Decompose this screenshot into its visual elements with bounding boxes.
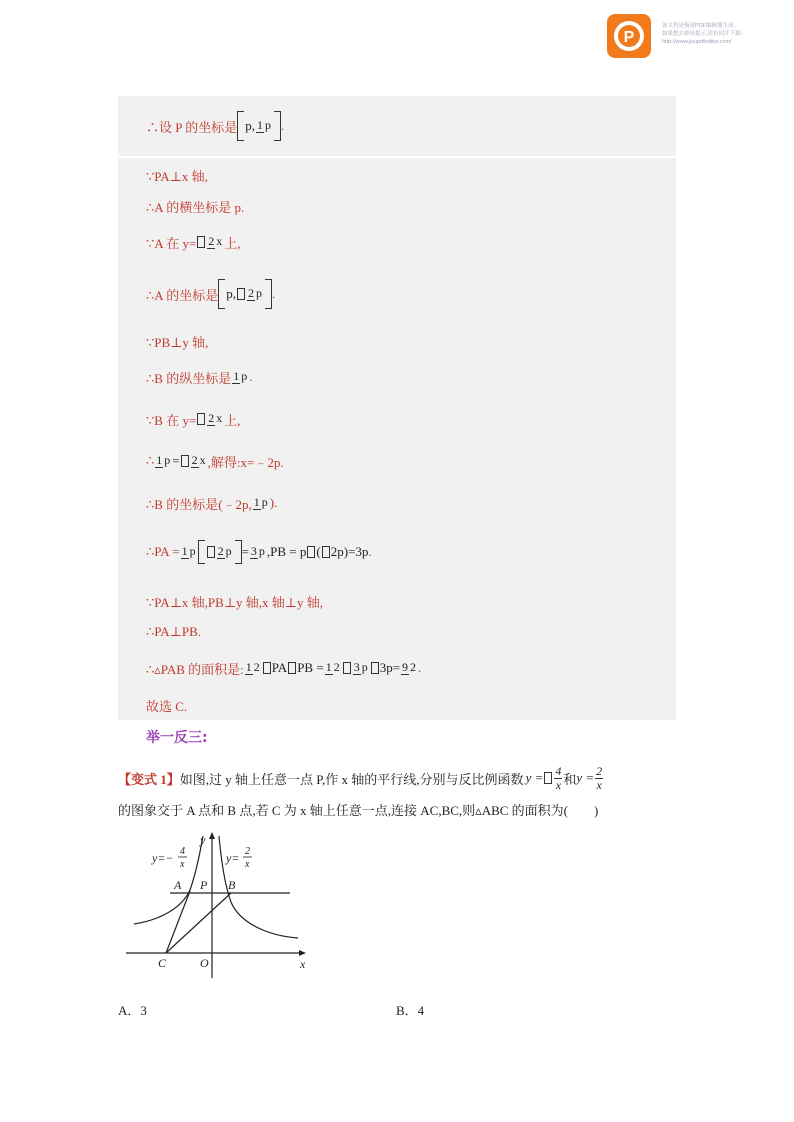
solution-line-11: ∴PA = 1 p 2 p = 3 p ,PB = p ( 2p )=3p . — [146, 532, 372, 572]
option-a: A．3 — [118, 1003, 147, 1018]
variant-question-line-2: 的图象交于 A 点和 B 点,若 C 为 x 轴上任意一点,连接 AC,BC,则▵ABC 的面积为( ) — [118, 803, 599, 818]
solution-line-15: 故选 C. — [146, 698, 188, 714]
label-A: A — [174, 878, 182, 892]
pdf-editor-logo — [607, 14, 651, 58]
solution-line-5: ∴A 的坐标是 p, 2 p . — [146, 274, 275, 314]
solution-line-1: ∴设 P 的坐标是 p, 1 p . — [146, 106, 284, 146]
label-O: O — [200, 956, 209, 970]
note-line-3: http://www.jisupdfeditor.com/ — [662, 39, 732, 45]
label-left-n: 4 — [180, 846, 185, 857]
solution-line-3: ∴A 的横坐标是 p. — [146, 199, 245, 215]
solution-line-10: ∴B 的坐标是(﹣2p, 1 p ). — [146, 495, 278, 512]
watermark-note — [662, 22, 772, 46]
y-axis-arrow — [209, 832, 215, 839]
option-b: B．4 — [396, 1003, 425, 1018]
x-axis-arrow — [299, 950, 306, 956]
line-CB — [166, 893, 231, 953]
hyperbola-figure — [120, 828, 320, 986]
solution-line-8: ∵B 在 y= 2 x 上, — [146, 411, 241, 428]
logo-p-icon — [607, 14, 651, 58]
curve-left — [134, 836, 203, 924]
label-right-n: 2 — [245, 846, 250, 857]
label-P: P — [200, 878, 208, 892]
solution-line-7: ∴B 的纵坐标是 1 p . — [146, 369, 253, 386]
solution-line-13: ∴PA⊥PB. — [146, 624, 202, 639]
solution-line-14: ∴▵PAB 的面积是: 1 2 PA PB = 1 2 3 p 3p= 9 2 . — [146, 660, 422, 677]
label-x-axis: x — [300, 957, 306, 971]
label-y-axis: y — [200, 833, 206, 847]
line-CA — [166, 891, 190, 953]
note-line-1: 该文档是极速PDF编辑器生成, — [662, 23, 736, 29]
solution-line-9: ∴ 1 p = 2 x ,解得:x=﹣2p. — [146, 453, 284, 470]
solution-line-2: ∵PA⊥x 轴, — [146, 168, 208, 184]
label-left-fn: y=− — [152, 851, 174, 865]
label-right-fn: y= — [226, 851, 240, 865]
note-line-2: 如果想去掉该提示,请访问并下载: — [662, 31, 743, 37]
variant-tag: 【变式 1】 — [118, 771, 180, 787]
solution-line-6: ∵PB⊥y 轴, — [146, 334, 209, 350]
solution-line-4: ∵A 在 y= 2 x 上, — [146, 234, 241, 251]
label-B: B — [228, 878, 236, 892]
label-right-d: x — [245, 859, 250, 870]
label-C: C — [158, 956, 167, 970]
solution-line-12: ∵PA⊥x 轴,PB⊥y 轴,x 轴⊥y 轴, — [146, 594, 324, 610]
label-left-d: x — [180, 859, 185, 870]
variant-question-line-1: 【变式 1】 如图,过 y 轴上任意一点 P,作 x 轴的平行线,分别与反比例函数 y = $\frac{4}{x}$ 和 y = $\frac{2}{x}$ — [118, 763, 603, 792]
logo-letter: P — [623, 29, 635, 46]
section-title: 举一反三: — [146, 730, 208, 746]
